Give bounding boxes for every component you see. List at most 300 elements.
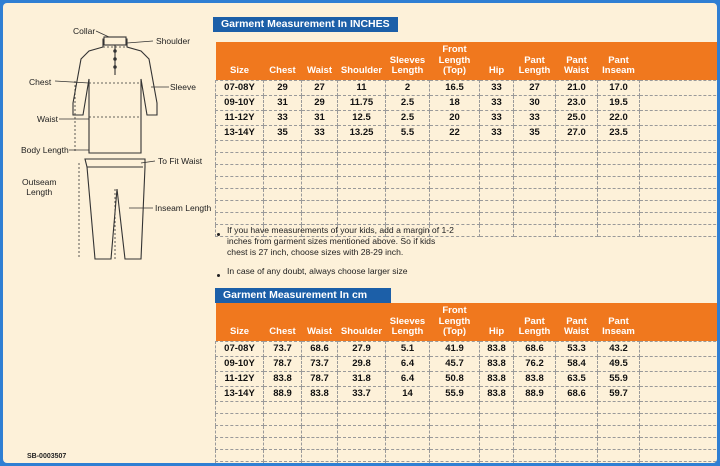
- table-cell-empty: [430, 200, 480, 212]
- table-cell-empty: [480, 449, 514, 461]
- empty-row: [216, 164, 718, 176]
- table-cell: 88.9: [264, 386, 302, 401]
- column-header: Sleeves Length: [386, 42, 430, 80]
- table-cell-empty: [264, 401, 302, 413]
- table-cell-empty: [640, 110, 718, 125]
- table-cell: 21.0: [556, 80, 598, 95]
- table-cell-empty: [302, 425, 338, 437]
- table-cell-empty: [640, 152, 718, 164]
- empty-row: [216, 425, 718, 437]
- table-cell-empty: [598, 401, 640, 413]
- table-cell-empty: [556, 461, 598, 463]
- table-cell-empty: [302, 152, 338, 164]
- table-cell-empty: [598, 200, 640, 212]
- table-row: [216, 341, 718, 356]
- header-filler: [640, 42, 718, 80]
- table-cell-empty: [640, 140, 718, 152]
- table-cell-empty: [430, 425, 480, 437]
- table-cell-empty: [338, 152, 386, 164]
- bullet-icon: [217, 233, 220, 236]
- table-cell-empty: [386, 425, 430, 437]
- table-cell-empty: [264, 413, 302, 425]
- table-cell: 83.8: [480, 341, 514, 356]
- column-header: Front Length (Top): [430, 42, 480, 80]
- table-cell-empty: [264, 188, 302, 200]
- table-cell-empty: [514, 140, 556, 152]
- column-header: Pant Waist: [556, 303, 598, 341]
- table-cell-empty: [480, 200, 514, 212]
- table-cell: 29: [302, 95, 338, 110]
- table-cell-empty: [640, 437, 718, 449]
- table-cell-empty: [598, 224, 640, 236]
- table-cell-empty: [386, 164, 430, 176]
- table-cell-empty: [598, 437, 640, 449]
- cm-table-title: Garment Measurement In cm: [215, 288, 391, 303]
- table-cell: 11-12Y: [216, 371, 264, 386]
- table-cell-empty: [302, 401, 338, 413]
- inseam-length-label: Inseam Length: [155, 203, 212, 213]
- table-cell-empty: [386, 140, 430, 152]
- table-cell-empty: [216, 176, 264, 188]
- table-cell: 14: [386, 386, 430, 401]
- table-cell-empty: [556, 413, 598, 425]
- table-cell-empty: [264, 164, 302, 176]
- table-cell: 31: [264, 95, 302, 110]
- table-cell-empty: [264, 437, 302, 449]
- table-cell: 2.5: [386, 110, 430, 125]
- table-cell-empty: [430, 212, 480, 224]
- table-row: [216, 95, 718, 110]
- table-cell-empty: [514, 212, 556, 224]
- table-cell-empty: [430, 449, 480, 461]
- inches-table-title: Garment Measurement In INCHES: [213, 17, 398, 32]
- table-cell-empty: [556, 140, 598, 152]
- table-cell: 33.7: [338, 386, 386, 401]
- table-cell: 68.6: [302, 341, 338, 356]
- table-cell-empty: [556, 224, 598, 236]
- table-cell-empty: [216, 413, 264, 425]
- table-cell-empty: [556, 200, 598, 212]
- table-cell-empty: [216, 449, 264, 461]
- table-cell-empty: [338, 461, 386, 463]
- empty-row: [216, 152, 718, 164]
- table-cell: 33: [480, 125, 514, 140]
- table-cell-empty: [598, 413, 640, 425]
- table-cell-empty: [386, 152, 430, 164]
- table-cell: 11.75: [338, 95, 386, 110]
- table-cell-empty: [302, 449, 338, 461]
- table-row: [216, 80, 718, 95]
- sleeve-label: Sleeve: [170, 82, 196, 92]
- table-cell: 63.5: [556, 371, 598, 386]
- table-cell-empty: [430, 413, 480, 425]
- table-cell: 23.5: [598, 125, 640, 140]
- empty-row: [216, 401, 718, 413]
- table-row: [216, 110, 718, 125]
- table-cell-empty: [514, 413, 556, 425]
- table-cell-empty: [598, 140, 640, 152]
- table-cell-empty: [514, 449, 556, 461]
- table-cell-empty: [430, 461, 480, 463]
- table-cell: 50.8: [430, 371, 480, 386]
- table-cell-empty: [640, 371, 718, 386]
- empty-row: [216, 212, 718, 224]
- table-cell-empty: [302, 188, 338, 200]
- column-header: Hip: [480, 303, 514, 341]
- table-cell-empty: [302, 164, 338, 176]
- table-cell-empty: [216, 401, 264, 413]
- table-cell-empty: [480, 176, 514, 188]
- table-row: [216, 356, 718, 371]
- sizing-notes: [217, 225, 457, 285]
- table-cell-empty: [338, 449, 386, 461]
- table-cell-empty: [640, 188, 718, 200]
- table-cell-empty: [640, 401, 718, 413]
- table-cell-empty: [640, 461, 718, 463]
- column-header: Sleeves Length: [386, 303, 430, 341]
- table-cell-empty: [216, 200, 264, 212]
- table-cell-empty: [598, 461, 640, 463]
- table-cell-empty: [480, 461, 514, 463]
- table-cell-empty: [264, 176, 302, 188]
- table-cell-empty: [514, 425, 556, 437]
- table-cell-empty: [598, 449, 640, 461]
- table-cell-empty: [480, 401, 514, 413]
- table-cell-empty: [640, 224, 718, 236]
- table-cell-empty: [598, 164, 640, 176]
- table-cell-empty: [514, 224, 556, 236]
- table-cell: 78.7: [302, 371, 338, 386]
- header-filler: [640, 303, 718, 341]
- column-header: Pant Length: [514, 42, 556, 80]
- table-cell-empty: [640, 425, 718, 437]
- table-cell: 35: [514, 125, 556, 140]
- table-cell: 41.9: [430, 341, 480, 356]
- table-cell-empty: [556, 401, 598, 413]
- table-cell-empty: [216, 164, 264, 176]
- table-cell-empty: [302, 176, 338, 188]
- table-cell: 25.0: [556, 110, 598, 125]
- table-cell-empty: [640, 95, 718, 110]
- table-cell: 59.7: [598, 386, 640, 401]
- bullet-icon: [217, 274, 220, 277]
- table-cell-empty: [338, 164, 386, 176]
- column-header: Pant Inseam: [598, 42, 640, 80]
- table-cell: 30: [514, 95, 556, 110]
- table-cell: 12.5: [338, 110, 386, 125]
- table-cell-empty: [640, 176, 718, 188]
- table-cell-empty: [514, 200, 556, 212]
- table-cell-empty: [514, 164, 556, 176]
- note-item: [217, 266, 457, 277]
- table-cell-empty: [514, 461, 556, 463]
- table-cell: 49.5: [598, 356, 640, 371]
- table-cell-empty: [480, 152, 514, 164]
- empty-row: [216, 200, 718, 212]
- table-cell-empty: [264, 425, 302, 437]
- table-cell-empty: [338, 401, 386, 413]
- table-cell-empty: [480, 413, 514, 425]
- table-cell: 6.4: [386, 371, 430, 386]
- table-cell-empty: [598, 152, 640, 164]
- table-cell-empty: [480, 224, 514, 236]
- table-cell-empty: [386, 437, 430, 449]
- table-cell-empty: [556, 164, 598, 176]
- table-cell: 68.6: [514, 341, 556, 356]
- table-cell: 45.7: [430, 356, 480, 371]
- table-cell: 83.8: [514, 371, 556, 386]
- column-header: Size: [216, 42, 264, 80]
- empty-row: [216, 188, 718, 200]
- empty-row: [216, 140, 718, 152]
- column-header: Chest: [264, 42, 302, 80]
- table-cell-empty: [430, 140, 480, 152]
- table-cell: 13.25: [338, 125, 386, 140]
- table-cell-empty: [556, 188, 598, 200]
- table-cell-empty: [640, 200, 718, 212]
- table-cell: 83.8: [264, 371, 302, 386]
- table-cell: 43.2: [598, 341, 640, 356]
- column-header: Shoulder: [338, 303, 386, 341]
- table-cell-empty: [386, 176, 430, 188]
- table-cell-empty: [302, 461, 338, 463]
- table-cell: 55.9: [598, 371, 640, 386]
- table-cell: 31.8: [338, 371, 386, 386]
- table-cell-empty: [480, 437, 514, 449]
- table-row: [216, 371, 718, 386]
- table-cell-empty: [386, 461, 430, 463]
- table-cell-empty: [598, 188, 640, 200]
- table-cell-empty: [514, 437, 556, 449]
- size-chart-card: [3, 3, 717, 463]
- table-cell-empty: [640, 341, 718, 356]
- table-cell-empty: [264, 200, 302, 212]
- table-cell-empty: [302, 200, 338, 212]
- table-cell-empty: [386, 200, 430, 212]
- table-cell-empty: [430, 401, 480, 413]
- table-cell-empty: [264, 461, 302, 463]
- empty-row: [216, 449, 718, 461]
- table-cell-empty: [480, 140, 514, 152]
- table-cell: 19.5: [598, 95, 640, 110]
- cm-measurement-table: [215, 303, 717, 463]
- table-cell: 33: [480, 110, 514, 125]
- table-cell-empty: [430, 437, 480, 449]
- empty-row: [216, 461, 718, 463]
- table-cell: 88.9: [514, 386, 556, 401]
- table-cell-empty: [216, 140, 264, 152]
- table-cell-empty: [598, 425, 640, 437]
- table-cell-empty: [302, 437, 338, 449]
- table-cell-empty: [338, 188, 386, 200]
- table-cell-empty: [480, 212, 514, 224]
- table-cell: 22.0: [598, 110, 640, 125]
- empty-row: [216, 437, 718, 449]
- table-cell: 55.9: [430, 386, 480, 401]
- table-cell: 13-14Y: [216, 386, 264, 401]
- table-cell-empty: [216, 461, 264, 463]
- table-cell-empty: [430, 164, 480, 176]
- note-text: If you have measurements of your kids, add a margin of 1-2 inches from garment sizes mentioned above. So if kids chest is 27 inch, choose sizes with 28-29 inch.: [227, 225, 454, 257]
- table-cell: 07-08Y: [216, 80, 264, 95]
- table-cell: 22: [430, 125, 480, 140]
- table-cell-empty: [338, 200, 386, 212]
- garment-diagram: [3, 3, 218, 273]
- column-header: Size: [216, 303, 264, 341]
- column-header: Pant Waist: [556, 42, 598, 80]
- shoulder-label: Shoulder: [156, 36, 191, 46]
- table-cell: 27.0: [556, 125, 598, 140]
- column-header: Shoulder: [338, 42, 386, 80]
- table-cell-empty: [640, 212, 718, 224]
- table-cell: 27: [514, 80, 556, 95]
- table-cell: 11: [338, 80, 386, 95]
- table-cell-empty: [514, 152, 556, 164]
- table-cell: 53.3: [556, 341, 598, 356]
- table-cell-empty: [264, 212, 302, 224]
- to-fit-waist-label: To Fit Waist: [158, 156, 203, 166]
- table-cell: 5.5: [386, 125, 430, 140]
- table-cell: 76.2: [514, 356, 556, 371]
- table-cell-empty: [556, 212, 598, 224]
- table-cell-empty: [514, 401, 556, 413]
- table-cell: 5.1: [386, 341, 430, 356]
- column-header: Waist: [302, 42, 338, 80]
- column-header: Front Length (Top): [430, 303, 480, 341]
- table-cell: 73.7: [264, 341, 302, 356]
- table-cell-empty: [216, 437, 264, 449]
- column-header: Waist: [302, 303, 338, 341]
- table-cell-empty: [338, 425, 386, 437]
- table-cell-empty: [480, 188, 514, 200]
- column-header: Hip: [480, 42, 514, 80]
- table-cell: 2: [386, 80, 430, 95]
- body-length-label: Body Length: [21, 145, 69, 155]
- table-cell: 33: [264, 110, 302, 125]
- table-cell-empty: [338, 437, 386, 449]
- table-cell: 73.7: [302, 356, 338, 371]
- table-cell-empty: [640, 386, 718, 401]
- table-cell: 83.8: [302, 386, 338, 401]
- table-cell: 09-10Y: [216, 95, 264, 110]
- table-cell-empty: [640, 164, 718, 176]
- table-cell-empty: [556, 176, 598, 188]
- table-cell-empty: [386, 212, 430, 224]
- table-cell: 68.6: [556, 386, 598, 401]
- table-cell-empty: [338, 140, 386, 152]
- table-cell-empty: [640, 356, 718, 371]
- table-cell: 20: [430, 110, 480, 125]
- collar-label: Collar: [73, 26, 96, 36]
- table-cell-empty: [598, 212, 640, 224]
- table-cell-empty: [216, 425, 264, 437]
- table-cell-empty: [386, 413, 430, 425]
- table-cell-empty: [430, 152, 480, 164]
- table-cell-empty: [514, 188, 556, 200]
- table-cell-empty: [480, 425, 514, 437]
- table-cell: 78.7: [264, 356, 302, 371]
- table-cell-empty: [302, 413, 338, 425]
- table-cell: 18: [430, 95, 480, 110]
- table-cell-empty: [640, 125, 718, 140]
- column-header: Pant Inseam: [598, 303, 640, 341]
- table-cell-empty: [556, 437, 598, 449]
- table-cell: 29.8: [338, 356, 386, 371]
- table-cell: 83.8: [480, 356, 514, 371]
- table-cell: 11-12Y: [216, 110, 264, 125]
- outseam-length-label: Outseam Length: [22, 177, 57, 197]
- table-cell-empty: [430, 176, 480, 188]
- table-cell: 29: [264, 80, 302, 95]
- table-cell: 23.0: [556, 95, 598, 110]
- note-item: [217, 225, 457, 258]
- table-cell: 07-08Y: [216, 341, 264, 356]
- table-cell-empty: [386, 449, 430, 461]
- table-cell-empty: [264, 449, 302, 461]
- table-cell-empty: [216, 188, 264, 200]
- table-cell-empty: [386, 401, 430, 413]
- table-cell-empty: [302, 140, 338, 152]
- inches-measurement-table: [215, 42, 717, 237]
- table-cell-empty: [598, 176, 640, 188]
- product-code: SB-0003507: [27, 453, 67, 460]
- empty-row: [216, 413, 718, 425]
- table-cell-empty: [514, 176, 556, 188]
- waist-label: Waist: [37, 114, 58, 124]
- column-header: Pant Length: [514, 303, 556, 341]
- table-cell-empty: [480, 164, 514, 176]
- table-row: [216, 386, 718, 401]
- table-cell-empty: [302, 212, 338, 224]
- table-cell-empty: [338, 212, 386, 224]
- table-cell: 13-14Y: [216, 125, 264, 140]
- table-cell-empty: [556, 449, 598, 461]
- table-cell: 27: [302, 80, 338, 95]
- table-cell-empty: [264, 152, 302, 164]
- table-cell-empty: [338, 413, 386, 425]
- table-cell: 09-10Y: [216, 356, 264, 371]
- empty-row: [216, 176, 718, 188]
- chest-label: Chest: [29, 77, 52, 87]
- table-cell-empty: [640, 449, 718, 461]
- table-cell: 27.9: [338, 341, 386, 356]
- table-cell-empty: [430, 188, 480, 200]
- note-text: In case of any doubt, always choose larger size: [227, 266, 408, 276]
- table-cell: 2.5: [386, 95, 430, 110]
- table-cell: 33: [480, 95, 514, 110]
- table-cell: 6.4: [386, 356, 430, 371]
- table-cell-empty: [338, 176, 386, 188]
- table-cell: 83.8: [480, 386, 514, 401]
- table-cell-empty: [556, 425, 598, 437]
- table-cell-empty: [216, 212, 264, 224]
- table-cell-empty: [640, 80, 718, 95]
- table-cell-empty: [264, 140, 302, 152]
- table-cell: 33: [480, 80, 514, 95]
- table-cell: 31: [302, 110, 338, 125]
- table-cell: 33: [302, 125, 338, 140]
- table-cell: 16.5: [430, 80, 480, 95]
- table-cell: 33: [514, 110, 556, 125]
- table-cell-empty: [386, 188, 430, 200]
- table-cell: 35: [264, 125, 302, 140]
- table-cell: 58.4: [556, 356, 598, 371]
- column-header: Chest: [264, 303, 302, 341]
- table-row: [216, 125, 718, 140]
- table-cell-empty: [640, 413, 718, 425]
- table-cell: 83.8: [480, 371, 514, 386]
- table-cell-empty: [556, 152, 598, 164]
